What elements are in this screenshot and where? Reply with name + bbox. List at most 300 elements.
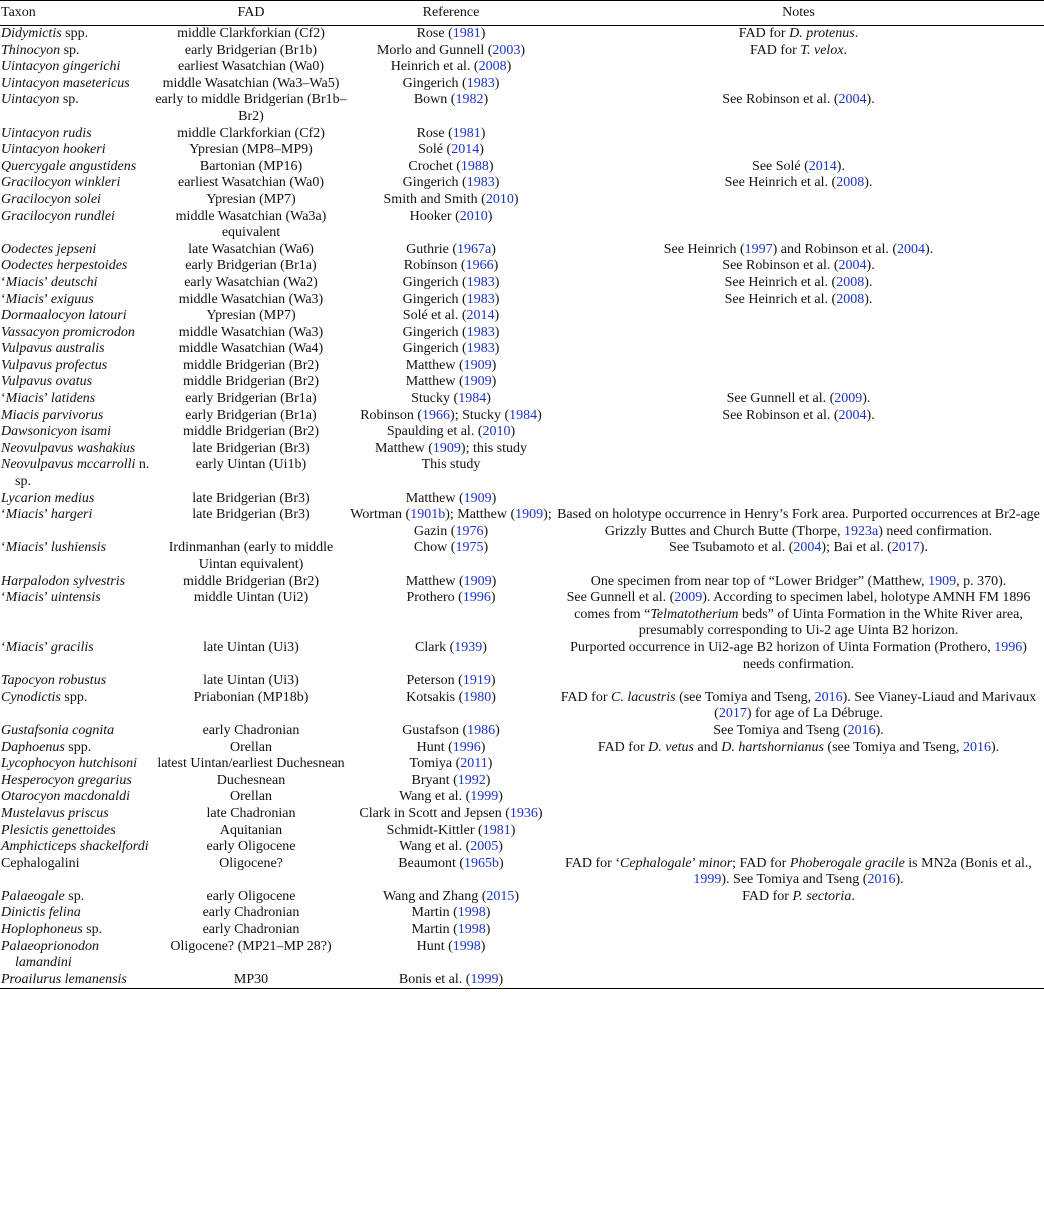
cell-notes <box>553 773 1044 790</box>
table-row <box>0 308 1044 325</box>
table-row <box>0 126 1044 143</box>
taxon-name <box>1 723 153 740</box>
cell-reference <box>349 922 553 939</box>
cell-fad: early Bridgerian (Br1a) <box>185 258 317 274</box>
cell-taxon <box>0 159 153 176</box>
cell-reference <box>349 690 553 723</box>
table-row <box>0 789 1044 806</box>
notes-text: ). See Tomiya and Tseng ( <box>721 872 868 888</box>
taxon-text: Uintacyon gingerichi <box>1 59 121 75</box>
citation-link[interactable]: 1998 <box>457 905 486 921</box>
table-row <box>0 192 1044 209</box>
citation-link[interactable]: 2004 <box>793 540 822 556</box>
cell-fad: early Oligocene <box>206 888 296 904</box>
reference-text: ) <box>494 341 500 357</box>
reference-text: ) <box>514 888 520 904</box>
taxon-text: Cephalogalini <box>1 855 80 871</box>
cell-reference <box>349 258 553 275</box>
reference-text: Matthew ( <box>405 374 464 390</box>
reference-text: Guthrie ( <box>406 241 458 257</box>
cell-notes <box>553 374 1044 391</box>
taxon-name <box>1 292 153 309</box>
table-row <box>0 424 1044 441</box>
cell-taxon <box>0 939 153 972</box>
cell-notes <box>553 590 1044 640</box>
citation-link[interactable]: 1975 <box>455 540 484 556</box>
table-row <box>0 258 1044 275</box>
cell-taxon <box>0 391 153 408</box>
reference-text: Clark in Scott and Jepsen ( <box>359 805 510 821</box>
citation-link[interactable]: 1999 <box>693 872 722 888</box>
cell-reference <box>349 640 553 673</box>
cell-notes <box>553 325 1044 342</box>
citation-link[interactable]: 1981 <box>452 125 481 141</box>
citation-link[interactable]: 2017 <box>718 706 747 722</box>
table-row <box>0 358 1044 375</box>
citation-link[interactable]: 1919 <box>462 673 491 689</box>
citation-link[interactable]: 1909 <box>432 440 461 456</box>
reference-text: Gingerich ( <box>402 324 467 340</box>
taxon-text: sp. <box>64 888 85 904</box>
citation-link[interactable]: 2016 <box>867 872 896 888</box>
notes-text: (see Tomiya and Tseng, <box>823 739 963 755</box>
citation-link[interactable]: 1983 <box>466 175 495 191</box>
citation-link[interactable]: 1983 <box>466 274 495 290</box>
citation-link[interactable]: 1986 <box>467 722 496 738</box>
notes-text: , p. 370). <box>956 573 1007 589</box>
notes-text: See Heinrich ( <box>663 241 745 257</box>
cell-notes <box>553 839 1044 856</box>
taxon-text: Vulpavus ovatus <box>1 374 93 390</box>
cell-fad: middle Wasatchian (Wa3–Wa5) <box>162 75 340 91</box>
reference-text: Crochet ( <box>408 158 461 174</box>
reference-text: ) <box>491 490 497 506</box>
citation-link[interactable]: 1981 <box>482 822 511 838</box>
cell-fad: early Uintan (Ui1b) <box>195 457 307 473</box>
citation-link[interactable]: 1998 <box>452 938 481 954</box>
reference-text: ) <box>493 258 499 274</box>
notes-text: ). According to specimen label, holotype AMNH FM 1896 comes from “ <box>574 590 1031 622</box>
reference-text: Gustafson ( <box>402 722 468 738</box>
citation-link[interactable]: 1909 <box>463 374 492 390</box>
citation-link[interactable]: 1909 <box>928 573 957 589</box>
cell-notes <box>553 408 1044 425</box>
table-row <box>0 723 1044 740</box>
cell-reference <box>349 43 553 60</box>
taxon-text: Palaeoprionodon lamandini <box>1 938 99 971</box>
reference-text: Gingerich ( <box>402 291 467 307</box>
cell-taxon <box>0 773 153 790</box>
cell-taxon <box>0 441 153 458</box>
citation-link[interactable]: 1909 <box>515 507 544 523</box>
cell-notes <box>553 690 1044 723</box>
notes-text: ). <box>990 739 1000 755</box>
cell-reference <box>349 358 553 375</box>
notes-text: See Robinson et al. ( <box>722 407 839 423</box>
reference-text: ) <box>483 92 489 108</box>
taxon-name <box>1 939 153 972</box>
citation-link[interactable]: 1984 <box>458 391 487 407</box>
cell-taxon <box>0 325 153 342</box>
taxon-text: ’ <box>43 507 51 523</box>
citation-link[interactable]: 1983 <box>466 341 495 357</box>
cell-reference <box>349 972 553 989</box>
citation-link[interactable]: 1983 <box>466 324 495 340</box>
reference-text: ) <box>510 424 516 440</box>
citation-link[interactable]: 2014 <box>451 142 480 158</box>
cell-fad: Ypresian (MP7) <box>206 308 296 324</box>
citation-link[interactable]: 2009 <box>834 391 863 407</box>
notes-text: is MN2a (Bonis et al., <box>904 855 1032 871</box>
cell-taxon <box>0 308 153 325</box>
taxon-name <box>1 789 153 806</box>
notes-text: ). <box>864 274 873 290</box>
taxon-text: lushiensis <box>50 540 107 556</box>
citation-link[interactable]: 1981 <box>452 26 481 41</box>
cell-reference <box>349 673 553 690</box>
reference-text: ) <box>480 938 486 954</box>
cell-reference <box>349 59 553 76</box>
reference-text: Robinson ( <box>360 407 423 423</box>
cell-fad: middle Wasatchian (Wa3a) equivalent <box>175 208 327 241</box>
cell-notes <box>553 491 1044 508</box>
cell-taxon <box>0 889 153 906</box>
citation-link[interactable]: 2005 <box>470 839 499 855</box>
notes-text: Phoberogale gracile <box>789 855 905 871</box>
taxon-text: Didymictis <box>1 26 62 41</box>
taxon-name <box>1 889 153 906</box>
taxon-text: ’ <box>43 291 51 307</box>
taxon-text: Oodectes herpestoides <box>1 258 128 274</box>
cell-notes <box>553 358 1044 375</box>
taxon-text: sp. <box>59 92 79 108</box>
citation-link[interactable]: 1997 <box>744 241 773 257</box>
cell-notes <box>553 76 1044 93</box>
reference-text: Heinrich et al. ( <box>390 59 479 75</box>
reference-text: ) <box>491 357 497 373</box>
reference-text: ) <box>483 523 489 539</box>
cell-fad: middle Bridgerian (Br2) <box>182 573 320 589</box>
reference-text: ) <box>490 673 496 689</box>
reference-text: Gingerich ( <box>402 75 467 91</box>
cell-taxon <box>0 590 153 640</box>
citation-link[interactable]: 1996 <box>994 639 1023 655</box>
notes-text: ). See Vianey-Liaud and Marivaux ( <box>714 689 1037 722</box>
taxon-text: ’ <box>43 639 51 655</box>
notes-text: . <box>843 42 848 58</box>
taxon-text: Neovulpavus washakius <box>1 440 136 456</box>
cell-fad: early to middle Bridgerian (Br1b–Br2) <box>155 92 347 124</box>
notes-text: Purported occurrence in Ui2-age B2 horizon of Uinta Formation (Prothero, <box>570 639 995 655</box>
notes-text: FAD for <box>738 26 790 41</box>
reference-text: ) <box>537 407 542 423</box>
citation-link[interactable]: 1965b <box>464 855 500 871</box>
citation-link[interactable]: 1966 <box>422 407 451 423</box>
reference-text: Schmidt-Kittler ( <box>386 822 483 838</box>
taxon-text: Vassacyon promicrodon <box>1 324 135 340</box>
citation-link[interactable]: 2010 <box>482 424 511 440</box>
taxon-name <box>1 690 153 707</box>
cell-fad: early Wasatchian (Wa2) <box>184 274 318 290</box>
cell-reference <box>349 292 553 309</box>
reference-text: ) <box>480 739 486 755</box>
reference-text: ) <box>479 142 484 158</box>
reference-text: ) <box>487 208 493 224</box>
cell-reference <box>349 756 553 773</box>
reference-text: Smith and Smith ( <box>383 191 486 207</box>
cell-reference <box>349 574 553 591</box>
notes-text: ). <box>895 872 904 888</box>
notes-text: One specimen from near top of “Lower Bridger” (Matthew, <box>590 573 929 589</box>
taxon-text: latidens <box>50 391 96 407</box>
reference-text: ) <box>486 391 491 407</box>
cell-taxon <box>0 192 153 209</box>
table-row <box>0 590 1044 640</box>
reference-text: ) <box>499 855 504 871</box>
cell-notes <box>553 823 1044 840</box>
header-notes: Notes <box>782 5 815 21</box>
citation-link[interactable]: 2011 <box>460 756 488 772</box>
taxon-text: Dormaalocyon latouri <box>1 308 127 324</box>
citation-link[interactable]: 1901b <box>410 507 446 523</box>
notes-text: . <box>851 888 855 904</box>
citation-link[interactable]: 2009 <box>674 590 703 606</box>
cell-fad: Irdinmanhan (early to middle Uintan equivalent) <box>168 540 334 572</box>
cell-notes <box>553 175 1044 192</box>
citation-link[interactable]: 1988 <box>460 158 489 174</box>
taxon-text: spp. <box>64 739 92 755</box>
reference-text: ) <box>488 158 494 174</box>
reference-text: This study <box>421 457 481 473</box>
cell-reference <box>349 723 553 740</box>
reference-text: Martin ( <box>411 922 458 938</box>
citation-link[interactable]: 2016 <box>962 739 991 755</box>
cell-fad: early Oligocene <box>206 839 296 855</box>
reference-text: ) <box>520 42 526 58</box>
citation-link[interactable]: 1999 <box>470 789 499 805</box>
table-row <box>0 325 1044 342</box>
reference-text: ); Stucky ( <box>450 407 510 423</box>
reference-text: ) <box>482 639 487 655</box>
taxon-text: deutschi <box>50 274 98 290</box>
notes-text: P. sectoria <box>792 888 852 904</box>
cell-notes <box>553 242 1044 259</box>
citation-link[interactable]: 2010 <box>459 208 488 224</box>
cell-fad: early Bridgerian (Br1a) <box>185 407 317 423</box>
cell-fad: Duchesnean <box>216 772 286 788</box>
citation-link[interactable]: 1996 <box>452 739 481 755</box>
cell-taxon <box>0 43 153 60</box>
table-row <box>0 740 1044 757</box>
notes-text: Based on holotype occurrence in Henry’s Fork area. Purported occurrences at Br2-age Grizzly Buttes and Church Butte (Thorpe, <box>557 507 1040 539</box>
citation-link[interactable]: 1909 <box>463 573 492 589</box>
cell-fad: late Bridgerian (Br3) <box>192 490 310 506</box>
cell-notes <box>553 341 1044 358</box>
citation-link[interactable]: 1976 <box>455 523 484 539</box>
taxon-name <box>1 457 153 490</box>
taxon-name <box>1 126 153 143</box>
cell-notes <box>553 92 1044 125</box>
citation-link[interactable]: 1983 <box>466 75 495 91</box>
cell-notes <box>553 972 1044 989</box>
reference-text: Morlo and Gunnell ( <box>376 42 493 58</box>
taxon-text: Gustafsonia cognita <box>1 722 115 738</box>
citation-link[interactable]: 1996 <box>462 590 491 606</box>
reference-text: ) <box>513 191 519 207</box>
cell-reference <box>349 192 553 209</box>
notes-text: Telmatotherium <box>650 606 739 622</box>
taxon-text: Uintacyon hookeri <box>1 142 106 158</box>
cell-reference <box>349 905 553 922</box>
reference-text: Matthew ( <box>405 573 464 589</box>
table-row <box>0 209 1044 242</box>
cell-taxon <box>0 242 153 259</box>
cell-notes <box>553 424 1044 441</box>
cell-reference <box>349 441 553 458</box>
notes-text: D. protenus <box>789 26 855 41</box>
citation-link[interactable]: 1992 <box>457 772 486 788</box>
cell-reference <box>349 590 553 640</box>
reference-text: ) <box>498 839 503 855</box>
citation-link[interactable]: 1982 <box>455 92 484 108</box>
cell-reference <box>349 540 553 573</box>
cell-fad: early Chadronian <box>202 922 300 938</box>
cell-fad: late Chadronian <box>206 805 296 821</box>
citation-link[interactable]: 1983 <box>466 291 495 307</box>
citation-link[interactable]: 2014 <box>808 158 837 174</box>
notes-text: minor <box>698 855 733 871</box>
citation-link[interactable]: 2010 <box>485 191 514 207</box>
reference-text: Matthew ( <box>405 357 464 373</box>
citation-link[interactable]: 2008 <box>836 175 865 191</box>
cell-taxon <box>0 839 153 856</box>
taxon-text: Dawsonicyon isami <box>1 424 112 440</box>
citation-link[interactable]: 2015 <box>486 888 515 904</box>
table-row <box>0 159 1044 176</box>
taxon-name <box>1 242 153 259</box>
notes-text: ). <box>836 158 845 174</box>
citation-link[interactable]: 2003 <box>492 42 521 58</box>
table-row <box>0 823 1044 840</box>
cell-fad: Orellan <box>230 789 272 805</box>
citation-link[interactable]: 2016 <box>814 689 843 705</box>
cell-notes <box>553 673 1044 690</box>
reference-text: Hunt ( <box>416 739 453 755</box>
citation-link[interactable]: 2008 <box>836 274 865 290</box>
cell-notes <box>553 209 1044 242</box>
cell-notes <box>553 142 1044 159</box>
notes-text: ). <box>864 175 873 191</box>
taxon-name <box>1 856 153 873</box>
notes-text: (see Tomiya and Tseng, <box>675 689 815 705</box>
reference-text: Martin ( <box>411 905 458 921</box>
citation-link[interactable]: 2004 <box>897 241 926 257</box>
taxon-text: spp. <box>61 26 89 41</box>
header-fad: FAD <box>237 5 265 21</box>
citation-link[interactable]: 2016 <box>847 722 876 738</box>
reference-text: Rose ( <box>416 26 453 41</box>
citation-link[interactable]: 2017 <box>891 540 920 556</box>
table-row <box>0 756 1044 773</box>
table-row <box>0 905 1044 922</box>
taxon-name <box>1 391 153 408</box>
citation-link[interactable]: 1909 <box>463 490 492 506</box>
table-row <box>0 242 1044 259</box>
header-taxon: Taxon <box>1 5 36 21</box>
cell-taxon <box>0 823 153 840</box>
notes-text: FAD for ‘ <box>565 855 621 871</box>
taxon-name <box>1 839 153 856</box>
citation-link[interactable]: 2014 <box>466 308 495 324</box>
taxon-text: ‘ <box>1 590 6 606</box>
citation-link[interactable]: 1939 <box>454 639 483 655</box>
taxon-text: Miacis parvivorus <box>1 407 104 423</box>
cell-fad: middle Uintan (Ui2) <box>193 590 309 606</box>
taxon-text: Lycarion medius <box>1 490 95 506</box>
cell-notes <box>553 26 1044 43</box>
reference-text: ) <box>490 590 496 606</box>
citation-link[interactable]: 2004 <box>838 258 867 274</box>
taxon-name <box>1 358 153 375</box>
citation-link[interactable]: 1967a <box>457 241 492 257</box>
reference-text: ) <box>494 324 500 340</box>
citation-link[interactable]: 1909 <box>463 357 492 373</box>
taxon-name <box>1 43 153 60</box>
taxon-name <box>1 209 153 226</box>
cell-taxon <box>0 292 153 309</box>
taxon-text: Miacis <box>5 391 44 407</box>
table-row <box>0 292 1044 309</box>
taxon-name <box>1 823 153 840</box>
citation-link[interactable]: 2008 <box>478 59 507 75</box>
taxon-text: Plesictis genettoides <box>1 822 116 838</box>
citation-link[interactable]: 2008 <box>836 291 865 307</box>
reference-text: Clark ( <box>415 639 455 655</box>
notes-text: ). <box>866 92 875 108</box>
cell-taxon <box>0 142 153 159</box>
citation-link[interactable]: 2004 <box>838 407 867 423</box>
taxon-text: ‘ <box>1 274 6 290</box>
cell-fad: Bartonian (MP16) <box>199 158 303 174</box>
cell-reference <box>349 325 553 342</box>
notes-text: See Gunnell et al. ( <box>726 391 835 407</box>
reference-text: ) <box>483 540 489 556</box>
citation-link[interactable]: 1998 <box>457 922 486 938</box>
notes-text: ). <box>864 291 873 307</box>
notes-text: C. lacustris <box>610 689 676 705</box>
cell-taxon <box>0 92 153 125</box>
table-row <box>0 773 1044 790</box>
citation-link[interactable]: 2004 <box>838 92 867 108</box>
cell-notes <box>553 308 1044 325</box>
citation-link[interactable]: 1923a <box>843 523 879 539</box>
citation-link[interactable]: 1999 <box>470 971 499 987</box>
cell-fad: middle Clarkforkian (Cf2) <box>177 125 325 141</box>
citation-link[interactable]: 1984 <box>509 407 538 423</box>
taxon-name <box>1 76 153 93</box>
reference-text: Hunt ( <box>416 938 453 954</box>
taxon-name <box>1 424 153 441</box>
taxon-text: sp. <box>82 922 103 938</box>
notes-text: ) need confirmation. <box>878 523 993 539</box>
cell-reference <box>349 507 553 540</box>
reference-text: Wang and Zhang ( <box>382 888 487 904</box>
citation-link[interactable]: 1936 <box>509 805 538 821</box>
citation-link[interactable]: 1966 <box>465 258 494 274</box>
cell-fad: Oligocene? (MP21–MP 28?) <box>170 938 332 954</box>
citation-link[interactable]: 1980 <box>463 689 492 705</box>
cell-notes <box>553 905 1044 922</box>
